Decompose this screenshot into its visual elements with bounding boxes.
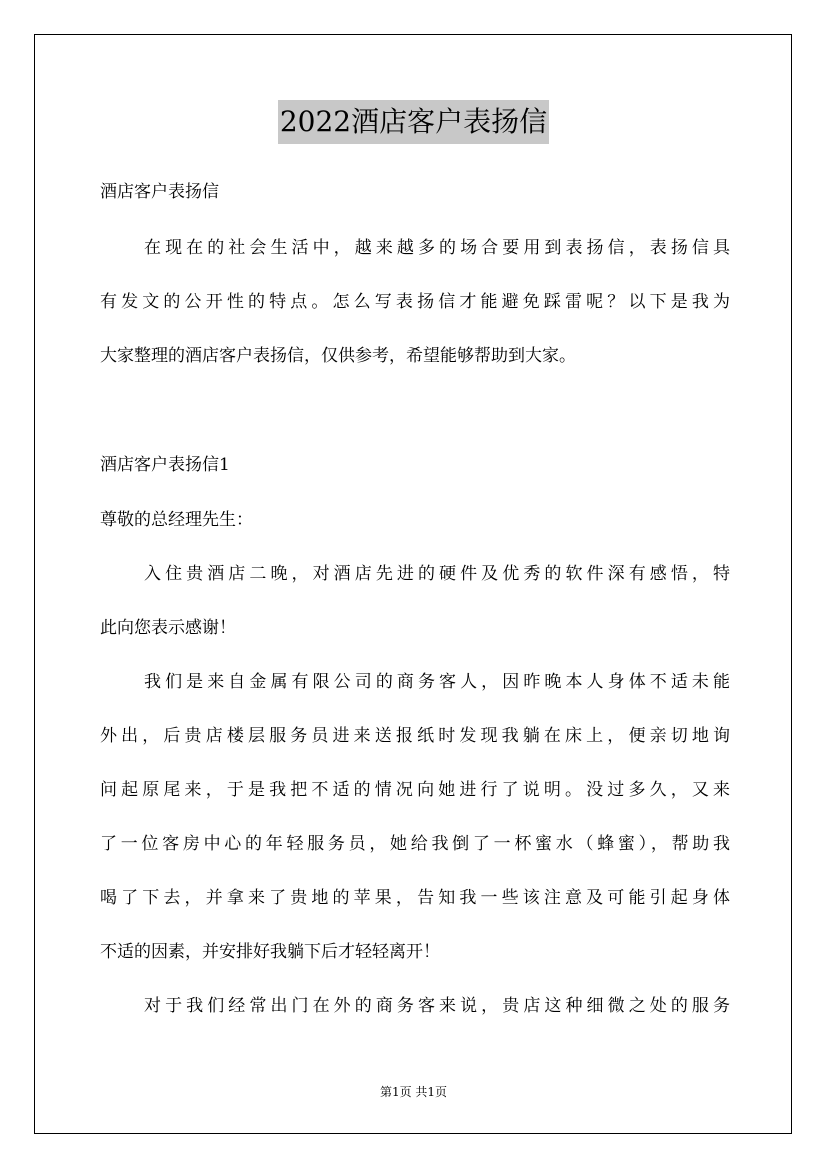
paragraph-line: 在现在的社会生活中，越来越多的场合要用到表扬信，表扬信具 (144, 238, 730, 258)
paragraph-line: 外出，后贵店楼层服务员进来送报纸时发现我躺在床上，便亲切地询 (100, 726, 730, 746)
paragraph-line: 了一位客房中心的年轻服务员，她给我倒了一杯蜜水（蜂蜜），帮助我 (100, 834, 730, 854)
page-number-footer: 第1页 共1页 (379, 1085, 448, 1099)
title-wrap (0, 100, 827, 144)
paragraph-line: 不适的因素，并安排好我躺下后才轻轻离开！ (100, 942, 440, 962)
paragraph-line: 此向您表示感谢！ (100, 618, 236, 638)
paragraph-line: 大家整理的酒店客户表扬信，仅供参考，希望能够帮助到大家。 (100, 346, 576, 366)
section-heading: 酒店客户表扬信1 (100, 455, 230, 475)
paragraph-line: 喝了下去，并拿来了贵地的苹果，告知我一些该注意及可能引起身体 (100, 888, 730, 908)
paragraph-line: 入住贵酒店二晚，对酒店先进的硬件及优秀的软件深有感悟，特 (144, 564, 730, 584)
paragraph-line: 有发文的公开性的特点。怎么写表扬信才能避免踩雷呢？以下是我为 (100, 292, 730, 312)
paragraph-line: 问起原尾来，于是我把不适的情况向她进行了说明。没过多久，又来 (100, 780, 730, 800)
salutation: 尊敬的总经理先生： (100, 510, 253, 530)
paragraph-line: 对于我们经常出门在外的商务客来说，贵店这种细微之处的服务 (144, 996, 730, 1016)
document-title: 2022酒店客户表扬信 (278, 100, 549, 144)
paragraph-line: 我们是来自金属有限公司的商务客人，因昨晚本人身体不适未能 (144, 672, 730, 692)
section-heading: 酒店客户表扬信 (100, 182, 219, 202)
